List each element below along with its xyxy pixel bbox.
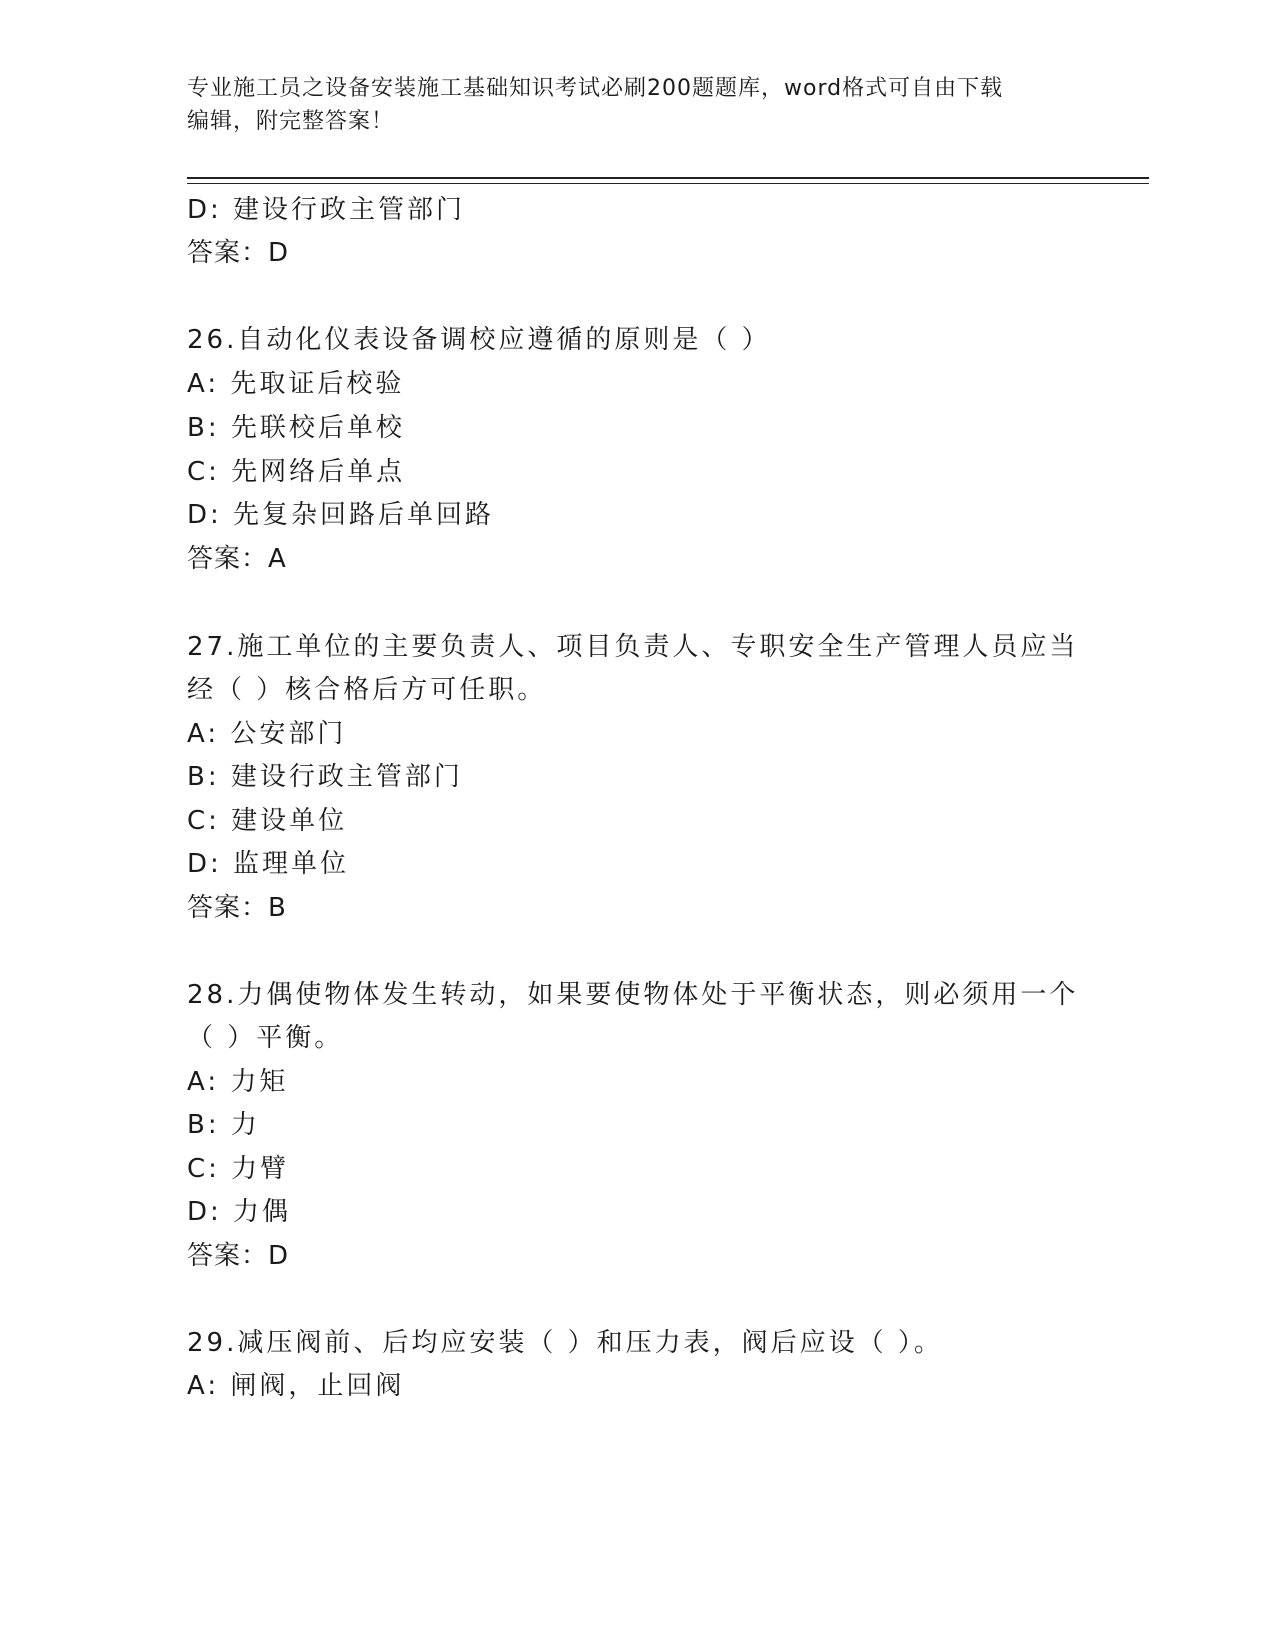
q26-question: 26.自动化仪表设备调校应遵循的原则是（ ） [187,325,771,355]
header-title-line1: 专业施工员之设备安装施工基础知识考试必刷200题题库，word格式可自由下载 [187,76,1004,101]
q26-option-d: D: 先复杂回路后单回路 [187,500,495,530]
q27-option-a: A: 公安部门 [187,719,347,749]
q26-option-c: C: 先网络后单点 [187,457,406,487]
header-divider-thick [187,177,1149,179]
header-title-line2: 编辑，附完整答案！ [187,109,395,134]
q28-option-d: D: 力偶 [187,1197,292,1227]
q26-option-a: A: 先取证后校验 [187,369,405,399]
q29-question: 29.减压阀前、后均应安装（ ）和压力表，阀后应设（ ）。 [187,1328,943,1358]
q27-option-b: B: 建设行政主管部门 [187,762,463,792]
q28-option-b: B: 力 [187,1110,260,1140]
q28-answer: 答案：D [187,1241,290,1271]
q27-answer: 答案：B [187,893,287,923]
q28-option-c: C: 力臂 [187,1154,290,1184]
q29-option-a: A: 闸阀，止回阀 [187,1371,405,1401]
q27-option-d: D: 监理单位 [187,849,350,879]
header-divider-thin [187,183,1149,184]
document-header [187,72,1087,138]
q25-option-d: D: 建设行政主管部门 [187,195,466,225]
q28-option-a: A: 力矩 [187,1067,289,1097]
q27-question-line2: 经（ ）核合格后方可任职。 [187,675,547,705]
q26-option-b: B: 先联校后单校 [187,413,405,443]
q27-option-c: C: 建设单位 [187,806,348,836]
q28-question-line1: 28.力偶使物体发生转动，如果要使物体处于平衡状态，则必须用一个 [187,980,1079,1010]
q27-question-line1: 27.施工单位的主要负责人、项目负责人、专职安全生产管理人员应当 [187,632,1079,662]
q28-question-line2: （ ）平衡。 [187,1023,344,1053]
q26-answer: 答案：A [187,544,287,574]
q25-answer: 答案：D [187,238,290,268]
